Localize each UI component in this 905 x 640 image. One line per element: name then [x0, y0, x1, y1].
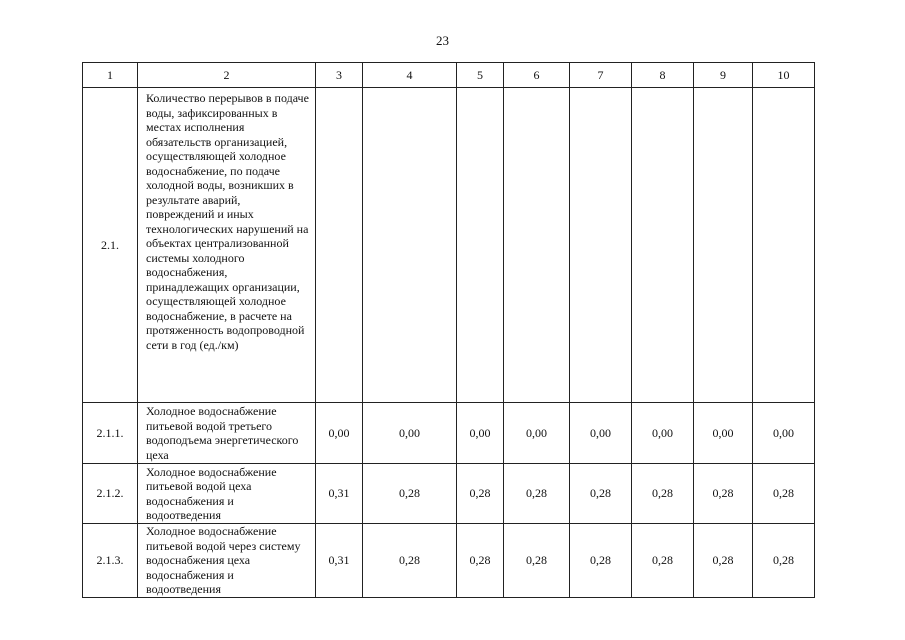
value-cell: 0,28 [363, 524, 457, 598]
value-cell: 0,28 [504, 524, 570, 598]
row-description: Холодное водоснабжение питьевой водой цеха водоснабжения и водоотведения [138, 464, 316, 524]
value-cell: 0,00 [753, 403, 815, 464]
row-description: Количество перерывов в подаче воды, зафиксированных в местах исполнения обязательств организацией, осуществляющей холодное водоснабжение, по подаче холодной воды, возникших в результате аварий, повреждений и иных технологических нарушений на объектах централизованной системы холодного водоснабжения, принадлежащих организации, осуществляющей холодное водоснабжение, в расчете на протяженность водопроводной сети в год (ед./км) [138, 88, 316, 403]
value-cell [457, 88, 504, 403]
header-cell: 5 [457, 63, 504, 88]
value-cell: 0,00 [694, 403, 753, 464]
table-row [83, 403, 815, 464]
table-row [83, 464, 815, 524]
header-cell: 3 [316, 63, 363, 88]
value-cell: 0,28 [570, 464, 632, 524]
value-cell: 0,00 [570, 403, 632, 464]
value-cell: 0,28 [694, 524, 753, 598]
header-cell: 7 [570, 63, 632, 88]
header-cell: 8 [632, 63, 694, 88]
header-cell: 4 [363, 63, 457, 88]
value-cell [363, 88, 457, 403]
header-cell: 6 [504, 63, 570, 88]
value-cell: 0,00 [457, 403, 504, 464]
value-cell [316, 88, 363, 403]
row-code: 2.1.1. [83, 403, 138, 464]
row-description: Холодное водоснабжение питьевой водой через систему водоснабжения цеха водоснабжения и водоотведения [138, 524, 316, 598]
value-cell: 0,31 [316, 464, 363, 524]
row-code: 2.1.3. [83, 524, 138, 598]
value-cell: 0,28 [753, 524, 815, 598]
value-cell: 0,28 [632, 464, 694, 524]
header-cell: 1 [83, 63, 138, 88]
value-cell [694, 88, 753, 403]
row-code: 2.1. [83, 88, 138, 403]
value-cell: 0,00 [316, 403, 363, 464]
table-header-row [83, 63, 815, 88]
table-row [83, 88, 815, 403]
value-cell: 0,28 [694, 464, 753, 524]
header-cell: 9 [694, 63, 753, 88]
row-description: Холодное водоснабжение питьевой водой третьего водоподъема энергетического цеха [138, 403, 316, 464]
value-cell: 0,28 [570, 524, 632, 598]
value-cell: 0,28 [632, 524, 694, 598]
page-number: 23 [436, 33, 449, 48]
value-cell: 0,28 [363, 464, 457, 524]
value-cell: 0,28 [457, 464, 504, 524]
value-cell: 0,28 [504, 464, 570, 524]
value-cell [504, 88, 570, 403]
value-cell: 0,00 [504, 403, 570, 464]
value-cell: 0,31 [316, 524, 363, 598]
value-cell: 0,28 [753, 464, 815, 524]
indicators-table [82, 62, 815, 598]
value-cell [632, 88, 694, 403]
value-cell: 0,00 [632, 403, 694, 464]
value-cell: 0,00 [363, 403, 457, 464]
value-cell [753, 88, 815, 403]
header-cell: 2 [138, 63, 316, 88]
table-row [83, 524, 815, 598]
header-cell: 10 [753, 63, 815, 88]
value-cell [570, 88, 632, 403]
row-code: 2.1.2. [83, 464, 138, 524]
value-cell: 0,28 [457, 524, 504, 598]
